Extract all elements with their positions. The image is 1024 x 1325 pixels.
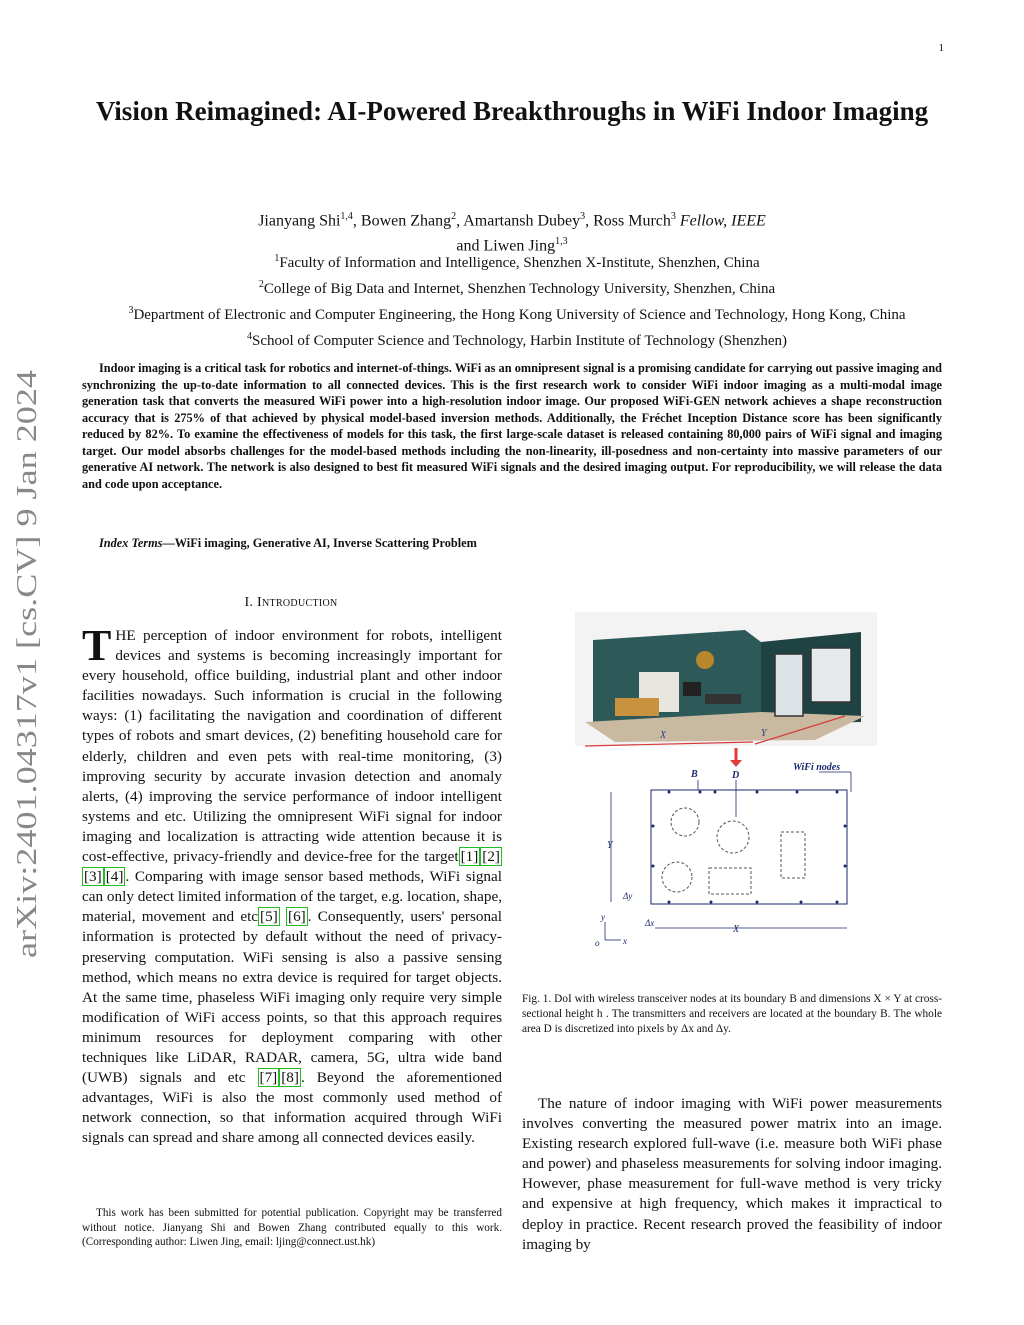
domain-schematic [595, 762, 851, 948]
axis-y-label: y [601, 912, 605, 922]
footnote: This work has been submitted for potential publication. Copyright may be transferred without notice. Jianyang Shi and Bowen Zhang contributed equally to this work. (Corresponding author: Liwen Jing, email: ljing@connect.ust.hk) [82, 1207, 502, 1248]
author-name: Ross Murch [593, 212, 671, 230]
axis-x-label: x [623, 936, 627, 946]
figure-caption: Fig. 1. DoI with wireless transceiver nodes at its boundary B and dimensions X × Y at cross-sectional height h . The transmitters and receivers are located at the boundary B. The whole area D is discretized into pixels by Δx and Δy. [522, 993, 942, 1035]
index-terms-label: Index Terms [99, 536, 163, 550]
domain-label: D [732, 770, 740, 781]
citation-link[interactable]: [4] [105, 868, 124, 886]
author-affil-sup: 3 [670, 211, 676, 222]
author-affil-sup: 3 [580, 211, 586, 222]
citation-link[interactable]: [2] [482, 848, 500, 866]
section-heading: I. Introduction [244, 595, 338, 610]
author-name: Jianyang Shi [258, 212, 341, 230]
affiliation: $^1$Faculty of Information and Intelligence, Shenzhen X-Institute, Shenzhen, China [274, 253, 760, 271]
drop-cap: T [82, 621, 112, 670]
arxiv-stamp-text: arXiv:2401.04317v1 [cs.CV] 9 Jan 2024 [14, 502, 43, 958]
citation-link[interactable]: [5] [260, 908, 278, 926]
affiliation: $^3$Department of Electronic and Computer Engineering, the Hong Kong University of Science and Technology, Hong Kong, China [128, 305, 906, 323]
page-number: 1 [938, 42, 944, 54]
dim-x-label: X [660, 730, 667, 741]
dim-x-label: X [733, 924, 740, 935]
author-name: and Liwen Jing [456, 237, 556, 255]
paper-title: Vision Reimagined: AI-Powered Breakthroughs in WiFi Indoor Imaging [95, 96, 929, 126]
affiliations [40, 248, 994, 352]
citation-link[interactable]: [8] [281, 1069, 299, 1087]
author-affil-sup: 1,3 [555, 236, 568, 248]
room-render-image [575, 612, 877, 746]
dim-y-label: Y [761, 728, 767, 739]
citation-link[interactable]: [7] [259, 1069, 278, 1087]
boundary-label: B [691, 769, 698, 780]
citation-link[interactable]: [6] [288, 908, 306, 926]
author-affil-sup: 2 [451, 211, 457, 222]
author-list: Jianyang Shi$^{1,4}$, Bowen Zhang$^2$, Amartansh Dubey$^3$, Ross Murch$^3$ Fellow, IEEE and Liwen Jing$^{1,3}$ [258, 211, 766, 255]
author-name: Amartansh Dubey [463, 212, 581, 230]
body-paragraph: The nature of indoor imaging with WiFi power measurements involves converting the measured power matrix into an image. Existing research explored full-wave (i.e. measure both WiFi phase and power) and phaseless measurements for solving indoor imaging. However, phase measurement for full-wave method is very tricky and expensive at high frequency, which makes it impractical to deploy in practice. Recent research proved the feasibility of indoor imaging by [522, 1095, 942, 1253]
index-terms [82, 536, 942, 551]
author-name: Bowen Zhang [360, 212, 452, 230]
affiliation: $^2$College of Big Data and Internet, Shenzhen Technology University, Shenzhen, China [258, 279, 776, 297]
author-title: Fellow, IEEE [679, 212, 766, 230]
index-terms-text: —WiFi imaging, Generative AI, Inverse Scattering Problem [162, 536, 477, 550]
citation-link[interactable]: [3] [84, 868, 102, 886]
wifi-nodes-label: WiFi nodes [793, 762, 841, 773]
citation-link[interactable]: [1] [460, 848, 479, 866]
origin-label: o [595, 938, 600, 948]
delta-y-label: Δy [623, 891, 633, 901]
affiliation: $^4$School of Computer Science and Technology, Harbin Institute of Technology (Shenzhen) [247, 331, 787, 349]
delta-x-label: Δx [645, 918, 655, 928]
abstract: Indoor imaging is a critical task for robotics and internet-of-things. WiFi as an omnipresent signal is a promising candidate for carrying out passive imaging and synchronizing the up-to-date information to all connected devices. This is the first research work to consider WiFi indoor imaging as a multi-modal image generation task that converts the measured WiFi power into a high-resolution indoor image. Our proposed WiFi-GEN network achieves a shape reconstruction accuracy that is 275% of that achieved by physical model-based inversion methods. Additionally, the Fréchet Inception Distance score has been significantly reduced by 82%. To examine the effectiveness of models for this task, the first large-scale dataset is released containing 80,000 pairs of WiFi signal and imaging target. Our model absorbs challenges for the model-based methods including the non-linearity, ill-posedness and non-certainty into massive parameters of our generative AI network. The network is also designed to best fit measured WiFi signals and the desired imaging output. For reproducibility, we will release the data and code upon acceptance. [82, 361, 942, 491]
intro-body: THE perception of indoor environment for robots, intelligent devices and systems is becoming increasingly important for every household, office building, industrial plant and other indoor facilities nowadays. Such information is crucial in the following ways: (1) facilitating the navigation and coordination of different types of robots and smart devices, (2) benefiting household care for elderly, children and even pets with real-time monitoring, (3) improving security by accurate invasion detection and anomaly alerts, (4) improving the service performance of indoor intelligent systems and etc. Utilizing the omnipresent WiFi signal for indoor imaging and localization is attracting wide attention because it is cost-effective, privacy-friendly and device-free for the target [1] [2][3] [4] . Comparing with image sensor based methods, WiFi signal can only detect limited information of the target, e.g. location, shape, material, movement and etc [5] [6] . Consequently, users' personal information is protected by default without the need of privacy-preserving computation. WiFi sensing is also a passive sensing method, which means no extra device is required for target objects. At the same time, phaseless WiFi imaging only require very simple modification of WiFi access points, so that this approach requires minimum resources for deployment comparing with other techniques like LiDAR, RADAR, camera, 5G, ultra wide band (UWB) signals and etc [7] [8] . Beyond the aforementioned advantages, WiFi is also the most commonly used method of network connection, so that information acquired through WiFi signals can spread and share among all connected devices easily. [82, 621, 503, 1147]
author-affil-sup: 1,4 [340, 211, 353, 222]
arxiv-stamp [14, 368, 44, 960]
figure-1 [575, 612, 877, 952]
dim-y-label: Y [607, 840, 613, 851]
